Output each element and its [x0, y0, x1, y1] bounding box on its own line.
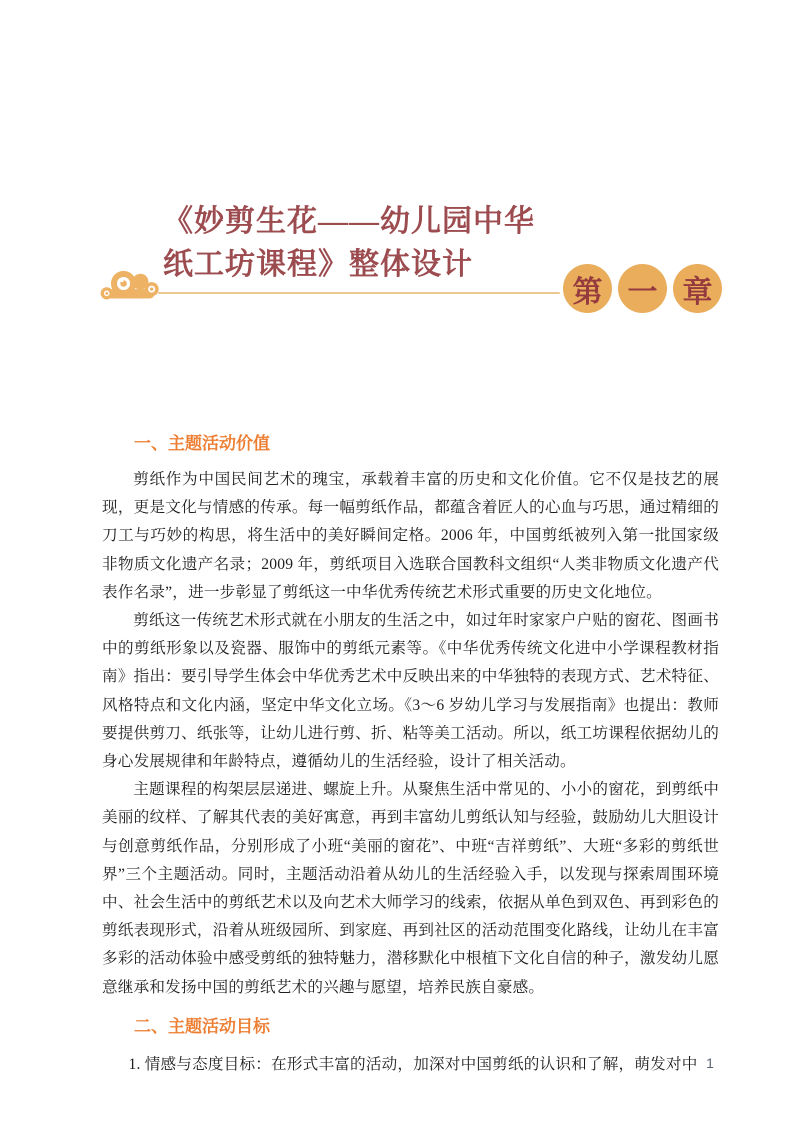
paragraph-2: 剪纸这一传统艺术形式就在小朋友的生活之中，如过年时家家户户贴的窗花、图画书中的剪纸形象以及瓷器、服饰中的剪纸元素等。《中华优秀传统文化进中小学课程教材指南》指出：要引导学生体会中华优秀艺术中反映出来的中华独特的表现方式、艺术特征、风格特点和文化内涵，坚定中华文化立场。《3～6 岁幼儿学习与发展指南》也提出：教师要提供剪刀、纸张等，让幼儿进行剪、折、粘等美工活动。所以，纸工坊课程依据幼儿的身心发展规律和年龄特点，遵循幼儿的生活经验，设计了相关活动。 — [102, 612, 719, 771]
chapter-badge-2: 一 — [618, 264, 667, 313]
header-divider-line — [158, 292, 560, 294]
section-heading-1: 一、主题活动价值 — [134, 434, 270, 453]
chapter-badge-3: 章 — [673, 264, 722, 313]
chapter-title-line-2: 纸工坊课程》整体设计 — [163, 248, 473, 281]
paragraph-1: 剪纸作为中国民间艺术的瑰宝，承载着丰富的历史和文化价值。它不仅是技艺的展现，更是文化与情感的传承。每一幅剪纸作品，都蕴含着匠人的心血与巧思，通过精细的刀工与巧妙的构思，将生活中的美好瞬间定格。2006 年，中国剪纸被列入第一批国家级非物质文化遗产名录；2009 年，剪纸项目入选联合国教科文组织“人类非物质文化遗产代表作名录”，进一步彰显了剪纸这一中华优秀传统艺术形式重要的历史文化地位。 — [102, 471, 719, 601]
auspicious-cloud-icon — [99, 262, 165, 306]
page-content — [102, 432, 719, 1079]
page-number: 1 — [706, 1055, 714, 1071]
paragraph-4: 1. 情感与态度目标：在形式丰富的活动，加深对中国剪纸的认识和了解，萌发对中 — [128, 1055, 698, 1073]
paragraph-3: 主题课程的构架层层递进、螺旋上升。从聚焦生活中常见的、小小的窗花，到剪纸中美丽的纹样、了解其代表的美好寓意，再到丰富幼儿剪纸认知与经验，鼓励幼儿大胆设计与创意剪纸作品，分别形成了小班“美丽的窗花”、中班“吉祥剪纸”、大班“多彩的剪纸世界”三个主题活动。同时，主题活动沿着从幼儿的生活经验入手，以发现与探索周围环境中、社会生活中的剪纸艺术以及向艺术大师学习的线索，依据从单色到双色、再到彩色的剪纸表现形式，沿着从班级园所、到家庭、再到社区的活动范围变化路线，让幼儿在丰富多彩的活动体验中感受剪纸的独特魅力，潜移默化中根植下文化自信的种子，激发幼儿愿意继承和发扬中国的剪纸艺术的兴趣与愿望，培养民族自豪感。 — [102, 781, 719, 996]
section-heading-2: 二、主题活动目标 — [134, 1016, 270, 1036]
chapter-title-line-1: 《妙剪生花——幼儿园中华 — [163, 205, 535, 238]
chapter-number-badges — [563, 264, 722, 313]
chapter-badge-1: 第 — [563, 264, 612, 313]
chapter-title — [163, 200, 593, 286]
